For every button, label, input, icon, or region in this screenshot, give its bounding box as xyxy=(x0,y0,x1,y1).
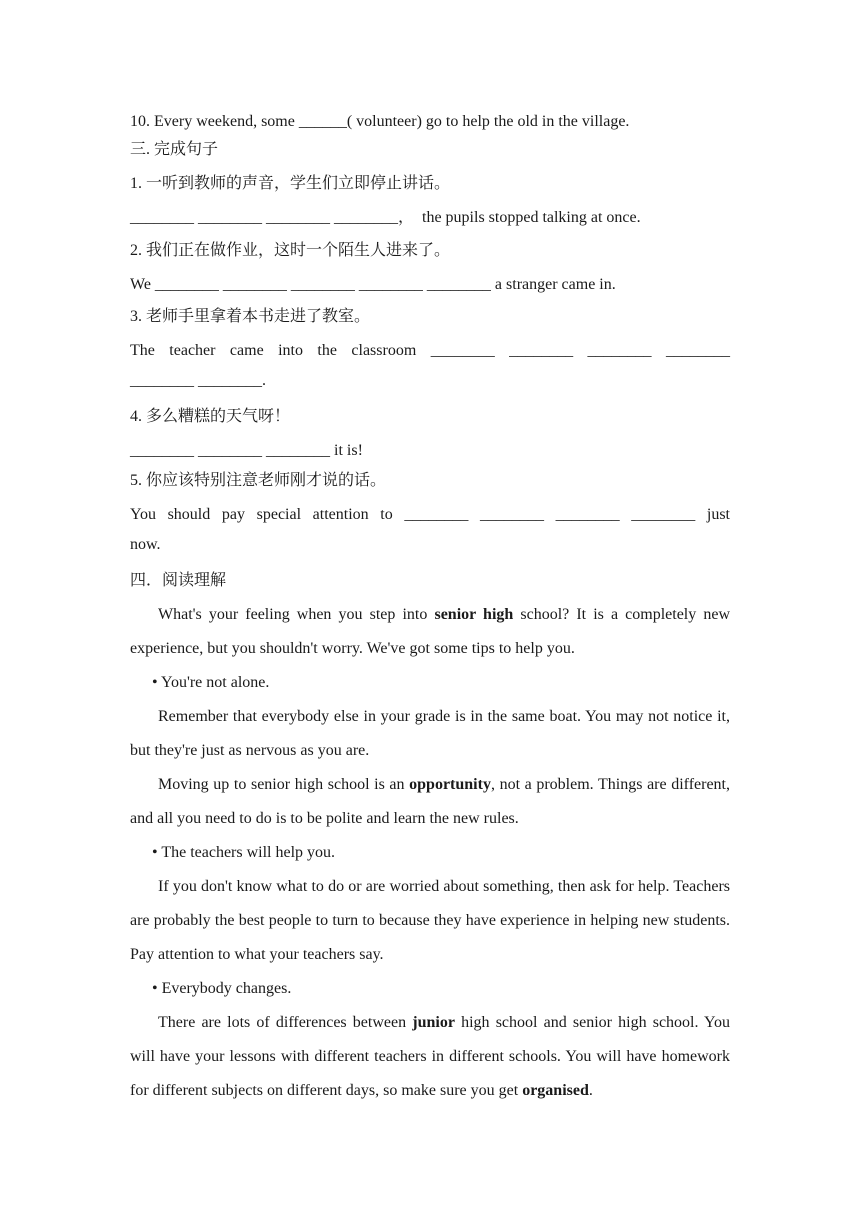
tip-heading-2: • The teachers will help you. xyxy=(152,844,336,861)
reading-paragraph-3 xyxy=(130,768,730,836)
bold-term: opportunity xyxy=(409,776,491,793)
item-3-chinese: 3. 老师手里拿着本书走进了教室。 xyxy=(130,308,371,325)
section-3-heading: 三. 完成句子 xyxy=(130,141,219,158)
item-5-chinese: 5. 你应该特别注意老师刚才说的话。 xyxy=(130,472,387,489)
paragraph-text: high school and senior high school. You will have your lessons with different teachers in different schools. You will have homework for different subjects on different days, so make sure you get xyxy=(130,1014,731,1099)
paragraph-text: What's your feeling when you step into xyxy=(158,606,435,623)
item-1-english: ________ ________ ________ ________， the pupils stopped talking at once. xyxy=(130,209,641,226)
paragraph-text: school? It is a completely new experience, but you shouldn't worry. We've got some tips to help you. xyxy=(130,606,731,657)
section-4-heading: 四．阅读理解 xyxy=(130,572,227,589)
item-2-chinese: 2. 我们正在做作业，这时一个陌生人进来了。 xyxy=(130,242,451,259)
item-3-english-line2: ________ ________. xyxy=(130,372,266,389)
item-5-english-line1: You should pay special attention to ________ ________ ________ ________ just xyxy=(130,506,730,523)
item-4-english: ________ ________ ________ it is! xyxy=(130,442,363,459)
bold-term: senior high xyxy=(434,606,514,623)
tip-heading-1: • You're not alone. xyxy=(152,674,270,691)
reading-paragraph-1 xyxy=(130,598,730,666)
reading-paragraph-2: Remember that everybody else in your grade is in the same boat. You may not notice it, but they're just as nervous as you are. xyxy=(130,708,730,759)
item-5-english-line2: now. xyxy=(130,536,161,553)
reading-paragraph-4: If you don't know what to do or are worried about something, then ask for help. Teachers are probably the best people to turn to because they have experience in helping new students. Pay attention to what your teachers say. xyxy=(130,878,730,963)
bold-term: organised xyxy=(522,1082,589,1099)
paragraph-text: Moving up to senior high school is an xyxy=(158,776,410,793)
paragraph-text: . xyxy=(588,1082,593,1099)
item-3-english-line1: The teacher came into the classroom ________ ________ ________ ________ xyxy=(130,342,730,359)
item-1-chinese: 1. 一听到教师的声音，学生们立即停止讲话。 xyxy=(130,175,451,192)
question-10: 10. Every weekend, some ______( volunteer) go to help the old in the village. xyxy=(130,113,630,130)
document-content xyxy=(130,105,730,1108)
paragraph-text: , not a problem. Things are different, and all you need to do is to be polite and learn the new rules. xyxy=(130,776,730,827)
paragraph-text: There are lots of differences between xyxy=(158,1014,413,1031)
item-2-english: We ________ ________ ________ ________ ________ a stranger came in. xyxy=(130,276,616,293)
bold-term: junior xyxy=(412,1014,455,1031)
item-4-chinese: 4. 多么糟糕的天气呀！ xyxy=(130,408,291,425)
tip-heading-3: • Everybody changes. xyxy=(152,980,292,997)
reading-paragraph-5 xyxy=(130,1006,730,1108)
